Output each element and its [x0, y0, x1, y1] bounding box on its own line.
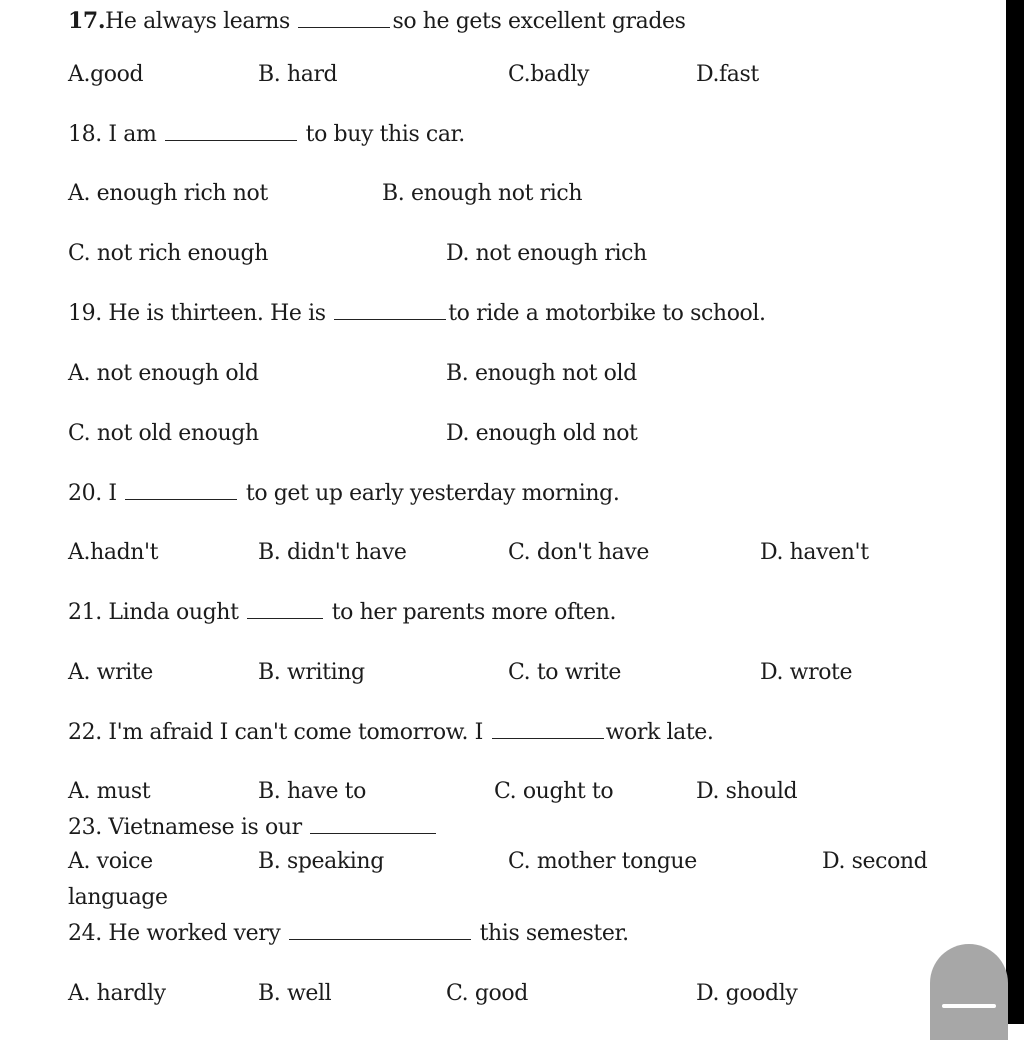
answer-blank: [165, 126, 297, 141]
question-22-rest: work late.: [605, 720, 714, 745]
option-23-a[interactable]: A. voice: [68, 849, 153, 874]
option-17-c[interactable]: C.badly: [508, 62, 589, 87]
answer-blank: [310, 819, 436, 834]
answer-blank: [334, 305, 446, 320]
question-20: [68, 483, 619, 505]
option-18-b[interactable]: B. enough not rich: [382, 181, 583, 206]
option-24-d[interactable]: D. goodly: [696, 981, 798, 1006]
answer-blank: [492, 724, 604, 739]
question-22-number: 22.: [68, 720, 102, 745]
page-right-border: [1006, 0, 1024, 1024]
question-21-stem: Linda ought: [108, 600, 239, 625]
question-17-rest: so he gets excellent grades: [392, 9, 686, 34]
question-22: [68, 722, 714, 744]
question-18-stem: I am: [108, 122, 157, 147]
question-24-stem: He worked very: [108, 921, 281, 946]
option-24-c[interactable]: C. good: [446, 981, 528, 1006]
option-19-a[interactable]: A. not enough old: [68, 361, 259, 386]
option-20-c[interactable]: C. don't have: [508, 540, 649, 565]
option-23-d-continued: language: [68, 885, 168, 910]
option-20-b[interactable]: B. didn't have: [258, 540, 407, 565]
answer-blank: [298, 13, 390, 28]
question-19-stem: He is thirteen. He is: [108, 301, 326, 326]
option-17-a[interactable]: A.good: [68, 62, 144, 87]
option-22-a[interactable]: A. must: [68, 779, 151, 804]
question-17: [68, 10, 686, 33]
option-24-b[interactable]: B. well: [258, 981, 332, 1006]
question-20-stem: I: [108, 481, 117, 506]
option-20-a[interactable]: A.hadn't: [68, 540, 159, 565]
option-21-c[interactable]: C. to write: [508, 660, 621, 685]
option-23-b[interactable]: B. speaking: [258, 849, 384, 874]
option-21-a[interactable]: A. write: [68, 660, 153, 685]
question-21-number: 21.: [68, 600, 102, 625]
option-19-c[interactable]: C. not old enough: [68, 421, 259, 446]
option-22-b[interactable]: B. have to: [258, 779, 366, 804]
option-18-d[interactable]: D. not enough rich: [446, 241, 647, 266]
option-23-c[interactable]: C. mother tongue: [508, 849, 697, 874]
minimize-icon: [942, 1004, 996, 1008]
question-18-number: 18.: [68, 122, 102, 147]
option-18-a[interactable]: A. enough rich not: [68, 181, 268, 206]
option-18-c[interactable]: C. not rich enough: [68, 241, 268, 266]
question-23: [68, 817, 438, 839]
question-24-rest: this semester.: [479, 921, 629, 946]
option-21-d[interactable]: D. wrote: [760, 660, 853, 685]
question-18: [68, 124, 465, 146]
question-24: [68, 923, 629, 945]
question-22-stem: I'm afraid I can't come tomorrow. I: [108, 720, 483, 745]
answer-blank: [289, 925, 471, 940]
option-23-d[interactable]: D. second: [822, 849, 928, 874]
question-17-number: 17.: [68, 8, 106, 34]
option-22-c[interactable]: C. ought to: [494, 779, 614, 804]
question-19-rest: to ride a motorbike to school.: [448, 301, 766, 326]
option-24-a[interactable]: A. hardly: [68, 981, 166, 1006]
question-19: [68, 303, 766, 325]
option-22-d[interactable]: D. should: [696, 779, 798, 804]
question-23-stem: Vietnamese is our: [108, 815, 302, 840]
option-20-d[interactable]: D. haven't: [760, 540, 869, 565]
question-20-number: 20.: [68, 481, 102, 506]
question-21: [68, 602, 616, 624]
question-24-number: 24.: [68, 921, 102, 946]
answer-blank: [247, 604, 323, 619]
answer-blank: [125, 485, 237, 500]
question-18-rest: to buy this car.: [305, 122, 465, 147]
option-17-b[interactable]: B. hard: [258, 62, 338, 87]
question-23-number: 23.: [68, 815, 102, 840]
option-17-d[interactable]: D.fast: [696, 62, 759, 87]
option-19-b[interactable]: B. enough not old: [446, 361, 637, 386]
question-17-stem: He always learns: [105, 9, 290, 34]
question-20-rest: to get up early yesterday morning.: [245, 481, 620, 506]
question-19-number: 19.: [68, 301, 102, 326]
question-21-rest: to her parents more often.: [331, 600, 617, 625]
option-19-d[interactable]: D. enough old not: [446, 421, 638, 446]
option-21-b[interactable]: B. writing: [258, 660, 365, 685]
floating-action-button[interactable]: [930, 944, 1008, 1040]
